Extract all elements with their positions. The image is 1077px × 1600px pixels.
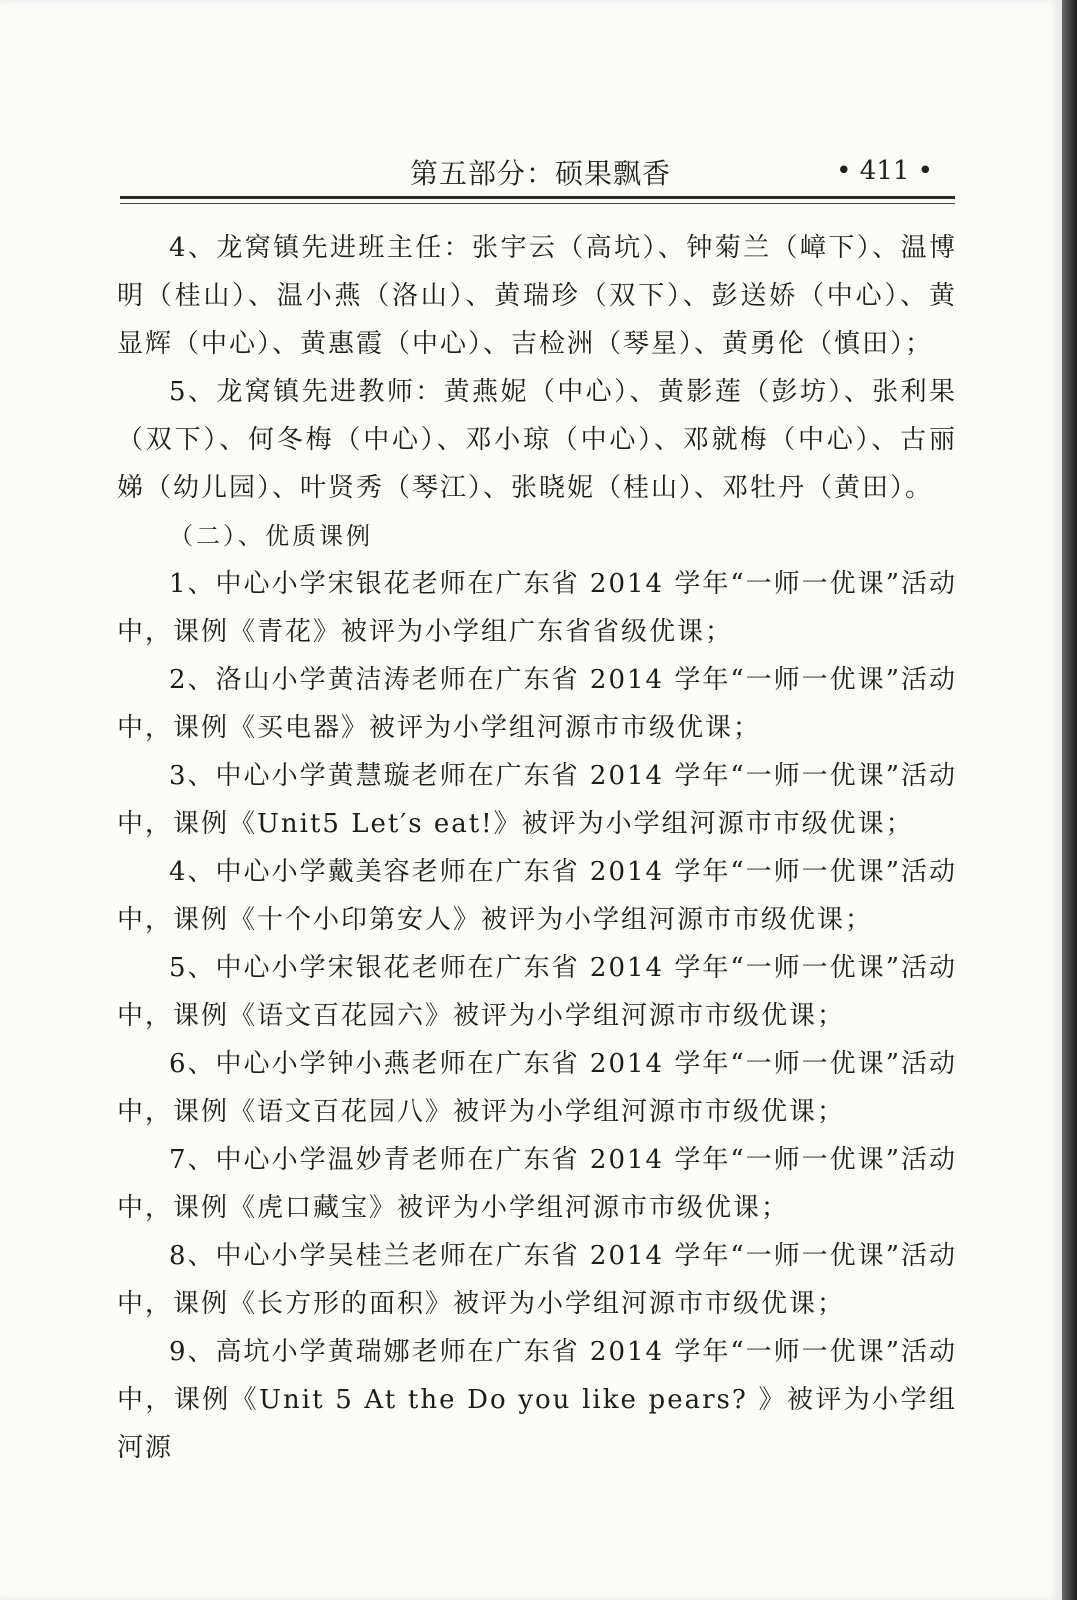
- paragraph-advanced-head-teachers: 4、龙窝镇先进班主任：张宇云（高坑）、钟菊兰（嶂下）、温博明（桂山）、温小燕（洛山）、黄瑞珍（双下）、彭送娇（中心）、黄显辉（中心）、黄惠霞（中心）、吉检洲（琴星）、黄勇伦（慎田）；: [117, 233, 957, 359]
- paragraph-lesson-4: 4、中心小学戴美容老师在广东省 2014 学年“一师一优课”活动中，课例《十个小印第安人》被评为小学组河源市市级优课；: [117, 857, 957, 935]
- scan-edge: [1062, 0, 1077, 1600]
- paragraph-lesson-2: 2、洛山小学黄洁涛老师在广东省 2014 学年“一师一优课”活动中，课例《买电器》被评为小学组河源市市级优课；: [117, 665, 957, 743]
- paragraph-lesson-1: 1、中心小学宋银花老师在广东省 2014 学年“一师一优课”活动中，课例《青花》被评为小学组广东省省级优课；: [117, 569, 957, 647]
- paragraph-lesson-6: 6、中心小学钟小燕老师在广东省 2014 学年“一师一优课”活动中，课例《语文百花园八》被评为小学组河源市市级优课；: [117, 1049, 957, 1127]
- page-number: • 411 •: [836, 156, 933, 186]
- body-text: [117, 224, 957, 1472]
- running-header: [120, 150, 955, 196]
- paragraph-advanced-teachers: 5、龙窝镇先进教师：黄燕妮（中心）、黄影莲（彭坊）、张利果（双下）、何冬梅（中心）、邓小琼（中心）、邓就梅（中心）、古丽娣（幼儿园）、叶贤秀（琴江）、张晓妮（桂山）、邓牡丹（黄田）。: [117, 377, 957, 503]
- header-rule-thin: [120, 203, 955, 204]
- paragraph-lesson-5: 5、中心小学宋银花老师在广东省 2014 学年“一师一优课”活动中，课例《语文百花园六》被评为小学组河源市市级优课；: [117, 953, 957, 1031]
- paragraph-lesson-9: 9、高坑小学黄瑞娜老师在广东省 2014 学年“一师一优课”活动中，课例《Unit 5 At the Do you like pears? 》被评为小学组河源: [117, 1337, 957, 1463]
- header-title: 第五部分：硕果飘香: [410, 157, 672, 190]
- header-rule-thick: [120, 196, 955, 199]
- paragraph-lesson-8: 8、中心小学吴桂兰老师在广东省 2014 学年“一师一优课”活动中，课例《长方形的面积》被评为小学组河源市市级优课；: [117, 1241, 957, 1319]
- paragraph-lesson-3: 3、中心小学黄慧璇老师在广东省 2014 学年“一师一优课”活动中，课例《Unit5 Let′s eat!》被评为小学组河源市市级优课；: [117, 761, 957, 839]
- paragraph-lesson-7: 7、中心小学温妙青老师在广东省 2014 学年“一师一优课”活动中，课例《虎口藏宝》被评为小学组河源市市级优课；: [117, 1145, 957, 1223]
- section-heading: （二）、优质课例: [169, 522, 373, 550]
